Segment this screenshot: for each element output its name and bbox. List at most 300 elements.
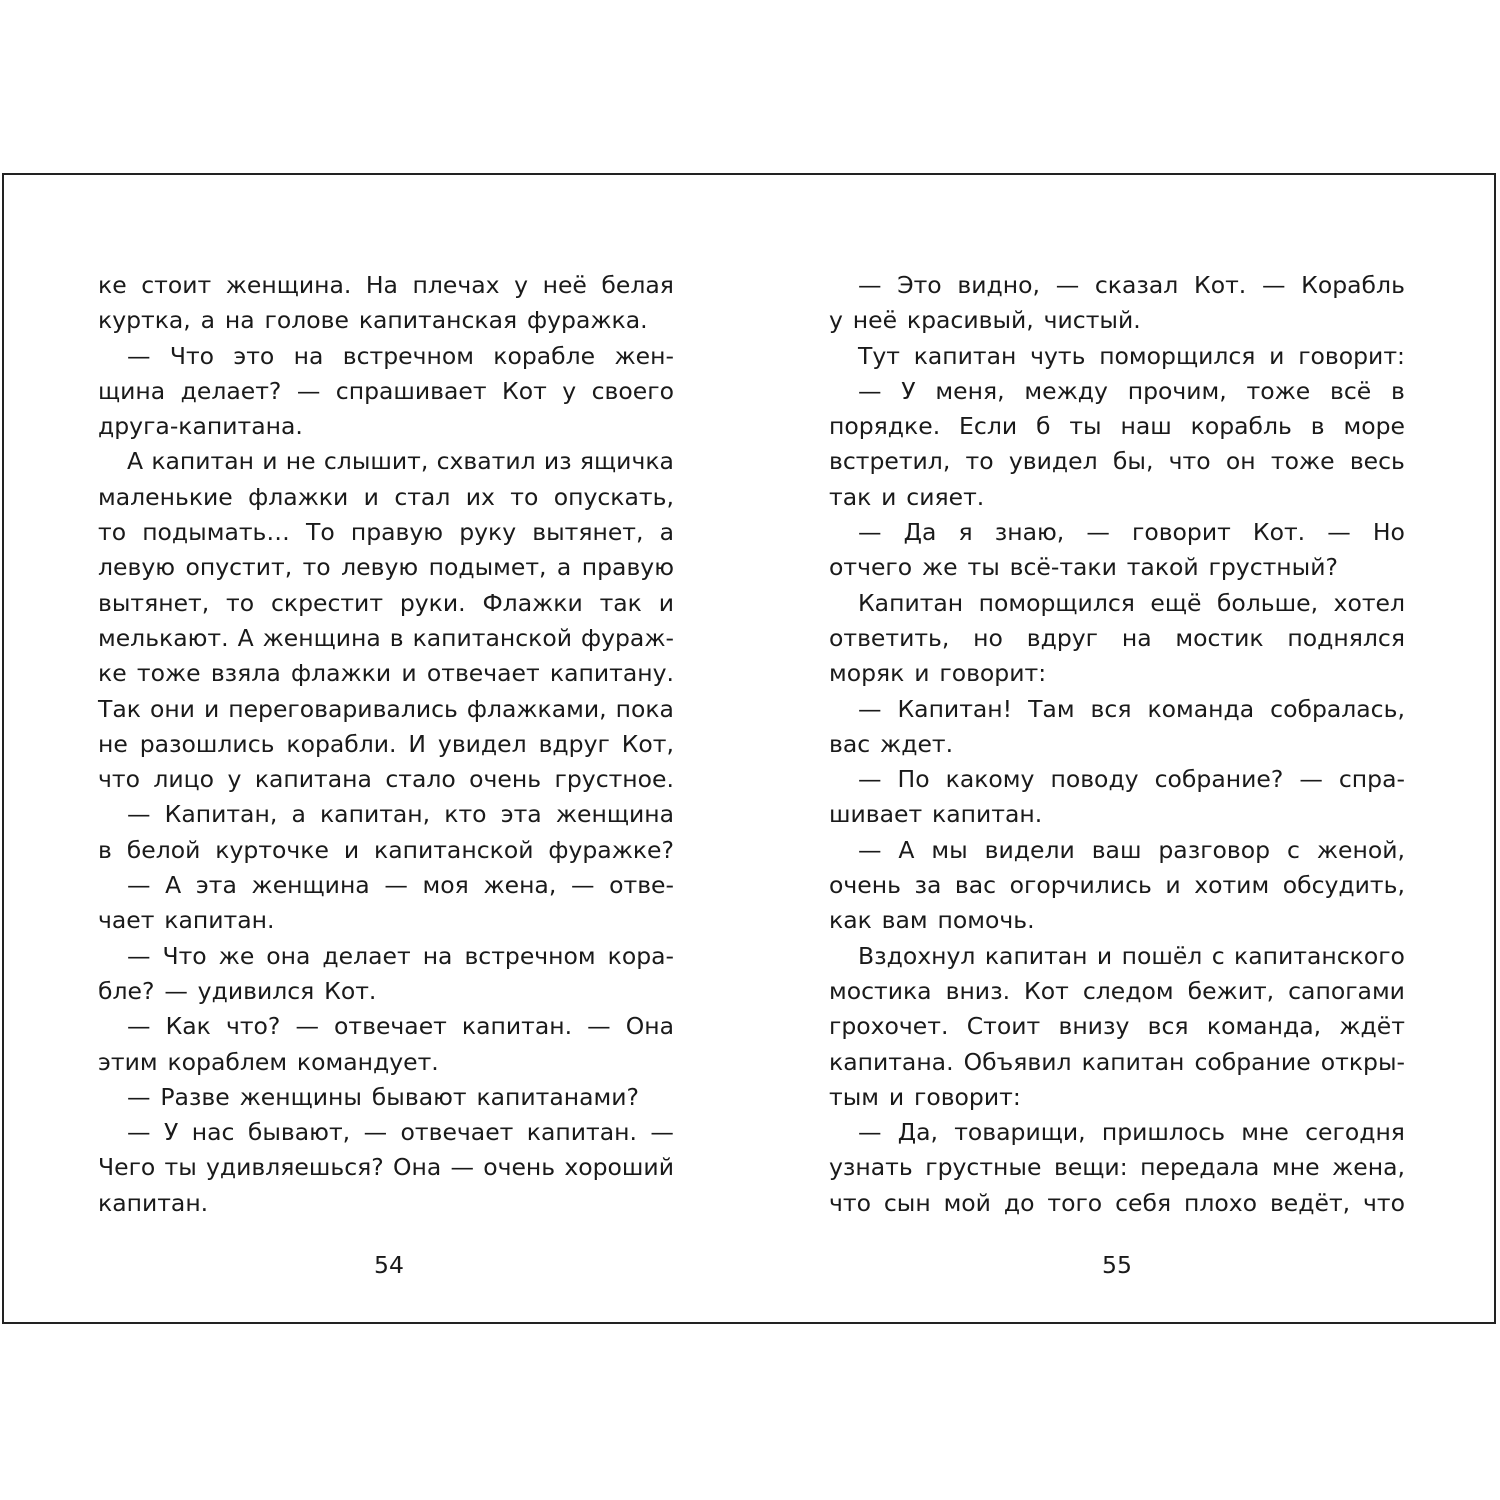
text-line — [829, 1186, 1405, 1221]
word: вдруг — [538, 729, 610, 758]
word: грустные — [925, 1153, 1042, 1182]
word: — — [587, 1012, 611, 1041]
word: вас — [954, 871, 997, 900]
word: женщины — [239, 1082, 362, 1111]
word: взяла — [210, 659, 281, 688]
word: грустный? — [1208, 553, 1338, 582]
text-line — [98, 797, 674, 832]
word: в — [98, 835, 112, 864]
word: лицо — [153, 765, 215, 794]
word: а — [556, 553, 572, 582]
text-line — [829, 868, 1405, 903]
word: Капитан — [858, 588, 964, 617]
word: кораблем — [167, 1047, 288, 1076]
word: вам — [881, 906, 928, 935]
text-line — [98, 480, 674, 515]
word: он — [1225, 447, 1256, 476]
word: хотим — [1194, 871, 1270, 900]
word: Разве — [160, 1082, 230, 1111]
word: — — [127, 341, 151, 370]
text-line — [98, 656, 674, 691]
word: — — [858, 271, 882, 299]
text-line — [98, 974, 674, 1009]
word: — — [570, 871, 595, 900]
word: капитанского — [1234, 941, 1405, 970]
word: говорит: — [939, 659, 1047, 688]
word: и — [658, 588, 674, 617]
word: что — [1363, 1188, 1405, 1217]
word: же — [922, 553, 958, 582]
word: подымать… — [142, 518, 290, 547]
word: весь — [1349, 447, 1405, 476]
word: Капитан! — [897, 694, 1013, 723]
word: щина — [98, 376, 166, 405]
word: — — [858, 835, 882, 864]
word: мне — [1272, 1153, 1320, 1182]
word: Она — [392, 1153, 442, 1182]
word: за — [914, 871, 942, 900]
word: нас — [191, 1118, 235, 1147]
word: женой, — [1316, 835, 1405, 864]
text-line — [829, 621, 1405, 656]
word: своего — [591, 376, 674, 405]
book-spread — [2, 173, 1496, 1324]
text-line — [98, 1009, 674, 1044]
text-line — [98, 303, 674, 338]
word: чуть — [1030, 341, 1086, 370]
text-line — [829, 903, 1405, 938]
word: увидел — [437, 729, 527, 758]
word: поднялся — [1287, 623, 1405, 652]
word: корабле — [493, 341, 596, 370]
word: у — [514, 271, 529, 299]
word: сегодня — [1305, 1118, 1405, 1147]
word: левую — [341, 553, 419, 582]
word: ответить, — [829, 623, 950, 652]
word: левую — [98, 553, 176, 582]
word: слышит, — [323, 447, 429, 476]
word: мелькают. — [98, 623, 229, 652]
word: неё — [542, 271, 587, 299]
text-line — [98, 1186, 674, 1221]
word: а — [200, 306, 216, 335]
word: у — [227, 765, 242, 794]
text-line — [98, 550, 674, 585]
word: что? — [225, 1012, 281, 1041]
word: жен- — [614, 341, 674, 370]
word: флажки — [248, 482, 349, 511]
text-line — [829, 1150, 1405, 1185]
word: эта — [195, 871, 237, 900]
word: собралась, — [1270, 694, 1405, 723]
word: в — [1391, 376, 1405, 405]
word: ке — [98, 271, 127, 299]
word: переговаривались — [228, 694, 458, 723]
text-line — [829, 974, 1405, 1009]
word: делает? — [180, 376, 282, 405]
text-line — [829, 550, 1405, 585]
word: товарищи, — [954, 1118, 1086, 1147]
word: себя — [1115, 1188, 1172, 1217]
word: и — [363, 482, 379, 511]
word: мостика — [829, 976, 932, 1005]
word: так — [829, 482, 872, 511]
word: — — [858, 376, 882, 405]
text-line — [829, 797, 1405, 832]
word: встретил, — [829, 447, 951, 476]
word: — — [858, 694, 882, 723]
word: флажки — [290, 659, 392, 688]
word: сияет. — [906, 482, 985, 511]
word: увидел — [1008, 447, 1098, 476]
word: У — [901, 376, 916, 405]
text-line — [98, 1080, 674, 1115]
word: из — [543, 447, 572, 476]
left-page — [98, 268, 674, 1221]
word: грохочет. — [829, 1012, 949, 1041]
word: говорит: — [1298, 341, 1405, 370]
word: и — [203, 694, 220, 723]
word: как — [829, 906, 872, 935]
word: спрашивает — [335, 376, 487, 405]
word: тоже — [1270, 447, 1335, 476]
word: капитанской — [374, 835, 534, 864]
word: и — [262, 447, 278, 476]
word: капитана. — [829, 1047, 954, 1076]
word: куртка, — [98, 306, 191, 335]
word: Капитан, — [164, 800, 278, 829]
text-line — [98, 833, 674, 868]
word: — — [1299, 765, 1323, 794]
word: Корабль — [1301, 271, 1405, 299]
word: меня, — [935, 376, 1005, 405]
word: на — [422, 941, 453, 970]
word: неё — [852, 306, 898, 335]
word: Так — [98, 694, 141, 723]
word: встречном — [342, 341, 474, 370]
word: собрание? — [1154, 765, 1284, 794]
word: капитан — [1081, 1047, 1185, 1076]
word: очень — [483, 1153, 556, 1182]
text-line — [98, 903, 674, 938]
word: командует. — [296, 1047, 439, 1076]
word: схватил — [436, 447, 536, 476]
word: команда — [1147, 694, 1255, 723]
word: что — [829, 1188, 871, 1217]
word: — — [296, 376, 321, 405]
word: — — [650, 1118, 674, 1147]
text-line — [829, 939, 1405, 974]
text-line — [829, 268, 1405, 303]
word: бывают — [371, 1082, 467, 1111]
word: плечах — [412, 271, 500, 299]
word: вся — [1090, 694, 1132, 723]
text-line — [98, 444, 674, 479]
word: жена, — [1332, 1153, 1405, 1182]
word: на — [1121, 623, 1152, 652]
word: удивился — [197, 976, 315, 1005]
word: — — [1261, 271, 1286, 299]
text-line — [98, 374, 674, 409]
word: команда, — [1206, 1012, 1322, 1041]
word: такой — [1126, 553, 1199, 582]
word: Если — [959, 412, 1018, 441]
word: — — [127, 871, 151, 900]
word: пока — [615, 694, 674, 723]
word: пришлось — [1101, 1118, 1226, 1147]
word: а — [291, 800, 306, 829]
word: белой — [126, 835, 201, 864]
word: — — [127, 1082, 151, 1111]
word: Кот — [502, 376, 547, 405]
word: флажками, — [466, 694, 607, 723]
word: друга-капитана. — [98, 412, 303, 441]
word: удивляешься? — [205, 1153, 384, 1182]
word: — — [450, 1153, 474, 1182]
word: фуражка. — [527, 306, 648, 335]
word: фураж- — [581, 623, 674, 652]
word: ты — [164, 1153, 197, 1182]
text-line — [98, 268, 674, 303]
word: тым — [829, 1082, 879, 1111]
word: на — [224, 306, 255, 335]
word: передала — [1140, 1153, 1260, 1182]
word: женщина — [555, 800, 674, 829]
text-line — [98, 1150, 674, 1185]
word: Объявил — [963, 1047, 1072, 1076]
text-line — [98, 621, 674, 656]
word: Да, — [897, 1118, 938, 1147]
text-line — [829, 1045, 1405, 1080]
word: у — [829, 306, 843, 335]
word: они — [149, 694, 195, 723]
word: поморщился — [1099, 341, 1256, 370]
word: ещё — [1150, 588, 1202, 617]
word: женщина — [251, 871, 370, 900]
text-line — [829, 515, 1405, 550]
word: корабли. — [286, 729, 397, 758]
text-line — [98, 515, 674, 550]
word: — — [1086, 518, 1110, 547]
word: капитан. — [98, 1188, 209, 1217]
word: ждет. — [880, 729, 954, 758]
text-line — [829, 444, 1405, 479]
word: ваш — [1091, 835, 1142, 864]
word: — — [1055, 271, 1080, 299]
word: шивает — [829, 800, 923, 829]
text-line — [829, 762, 1405, 797]
word: какому — [945, 765, 1035, 794]
word: сказал — [1094, 271, 1179, 299]
word: в — [1310, 412, 1325, 441]
word: белая — [601, 271, 674, 299]
text-line — [829, 833, 1405, 868]
word: и — [343, 835, 360, 864]
word: наш — [1120, 412, 1172, 441]
text-line — [829, 409, 1405, 444]
word: то — [98, 518, 127, 547]
word: вас — [829, 729, 871, 758]
word: капитанами? — [476, 1082, 639, 1111]
word: то — [302, 553, 331, 582]
word: не — [98, 729, 128, 758]
text-line — [829, 1080, 1405, 1115]
text-line — [829, 586, 1405, 621]
word: до — [1003, 1188, 1035, 1217]
word: хороший — [564, 1153, 674, 1182]
word: сапогами — [1288, 976, 1405, 1005]
word: капитан — [913, 341, 1017, 370]
word: стал — [394, 482, 451, 511]
word: б — [1035, 412, 1051, 441]
word: видели — [984, 835, 1075, 864]
word: то — [965, 447, 994, 476]
word: кора- — [607, 941, 674, 970]
word: Стоит — [966, 1012, 1041, 1041]
page-number-left: 54 — [374, 1251, 404, 1279]
right-page — [829, 268, 1405, 1221]
word: бежит, — [1187, 976, 1275, 1005]
word: корабль — [1190, 412, 1292, 441]
text-line — [98, 1115, 674, 1150]
text-line — [98, 586, 674, 621]
word: мы — [931, 835, 968, 864]
word: обсудить, — [1282, 871, 1405, 900]
word: всё — [1330, 376, 1372, 405]
word: капитан, — [319, 800, 431, 829]
word: а — [659, 518, 674, 547]
word: вся — [1147, 1012, 1189, 1041]
word: пошёл — [1121, 941, 1203, 970]
word: откры- — [1320, 1047, 1405, 1076]
word: капитан. — [164, 906, 275, 935]
word: подымет, — [428, 553, 547, 582]
word: ке — [98, 659, 127, 688]
page-number-right: 55 — [1102, 1251, 1132, 1279]
word: капитан. — [932, 800, 1043, 829]
word: на — [293, 341, 324, 370]
word: что — [98, 765, 140, 794]
word: Там — [1028, 694, 1075, 723]
word: кто — [444, 800, 487, 829]
word: капитан. — [526, 1118, 637, 1147]
word: бле? — [98, 976, 155, 1005]
word: ящичка — [579, 447, 674, 476]
word: тоже — [1246, 376, 1311, 405]
word: вытянет, — [98, 588, 210, 617]
word: прочим, — [1127, 376, 1227, 405]
word: следом — [1082, 976, 1174, 1005]
word: ведёт, — [1269, 1188, 1351, 1217]
word: женщина — [262, 623, 381, 652]
word: И — [408, 729, 427, 758]
word: море — [1343, 412, 1405, 441]
word: огорчились — [1009, 871, 1152, 900]
word: — — [127, 1012, 151, 1041]
word: очень — [469, 765, 542, 794]
word: но — [973, 623, 1003, 652]
word: капитанская — [358, 306, 518, 335]
word: По — [897, 765, 930, 794]
word: жена, — [483, 871, 557, 900]
word: порядке. — [829, 412, 941, 441]
word: — — [1327, 518, 1351, 547]
word: бы, — [1112, 447, 1154, 476]
word: ты — [967, 553, 1000, 582]
word: маленькие — [98, 482, 233, 511]
word: капитан — [151, 447, 255, 476]
word: вдруг — [1026, 623, 1099, 652]
text-line — [829, 303, 1405, 338]
word: скрестит — [270, 588, 384, 617]
word: Чего — [98, 1153, 156, 1182]
word: поводу — [1050, 765, 1139, 794]
left-page-text — [98, 268, 674, 1221]
word: разошлись — [139, 729, 275, 758]
word: между — [1024, 376, 1108, 405]
word: стоит — [141, 271, 212, 299]
word: их — [465, 482, 495, 511]
word: внизу — [1058, 1012, 1130, 1041]
word: мой — [943, 1188, 991, 1217]
word: я — [958, 518, 973, 547]
word: Она — [625, 1012, 674, 1041]
word: Что — [162, 941, 207, 970]
word: — — [363, 1118, 388, 1147]
word: помочь. — [937, 906, 1035, 935]
word: очень — [829, 871, 901, 900]
word: Флажки — [482, 588, 583, 617]
word: руки. — [399, 588, 466, 617]
word: так — [599, 588, 642, 617]
text-line — [829, 656, 1405, 691]
text-line — [98, 727, 674, 762]
word: плохо — [1183, 1188, 1258, 1217]
word: — — [127, 941, 151, 970]
word: моя — [422, 871, 469, 900]
word: разговор — [1158, 835, 1271, 864]
text-line — [829, 480, 1405, 515]
word: Что — [169, 341, 215, 370]
word: хотел — [1333, 588, 1405, 617]
word: — — [858, 518, 882, 547]
word: тоже — [136, 659, 201, 688]
text-line — [98, 1045, 674, 1080]
word: вещи: — [1053, 1153, 1128, 1182]
word: и — [1096, 941, 1113, 970]
word: капитана — [254, 765, 372, 794]
word: поморщился — [978, 588, 1135, 617]
word: — — [164, 976, 188, 1005]
text-line — [98, 692, 674, 727]
word: У — [163, 1118, 179, 1147]
word: же — [218, 941, 255, 970]
word: чает — [98, 906, 155, 935]
word: делает — [322, 941, 411, 970]
word: говорит — [1131, 518, 1231, 547]
word: не — [285, 447, 316, 476]
word: красивый, — [906, 306, 1034, 335]
word: с — [1286, 835, 1300, 864]
word: руку — [459, 518, 517, 547]
word: фуражке? — [548, 835, 674, 864]
word: опустит, — [185, 553, 293, 582]
word: видно, — [957, 271, 1040, 299]
word: отвечает — [334, 1012, 447, 1041]
word: узнать — [829, 1153, 913, 1182]
word: — — [384, 871, 408, 900]
text-line — [829, 1009, 1405, 1044]
